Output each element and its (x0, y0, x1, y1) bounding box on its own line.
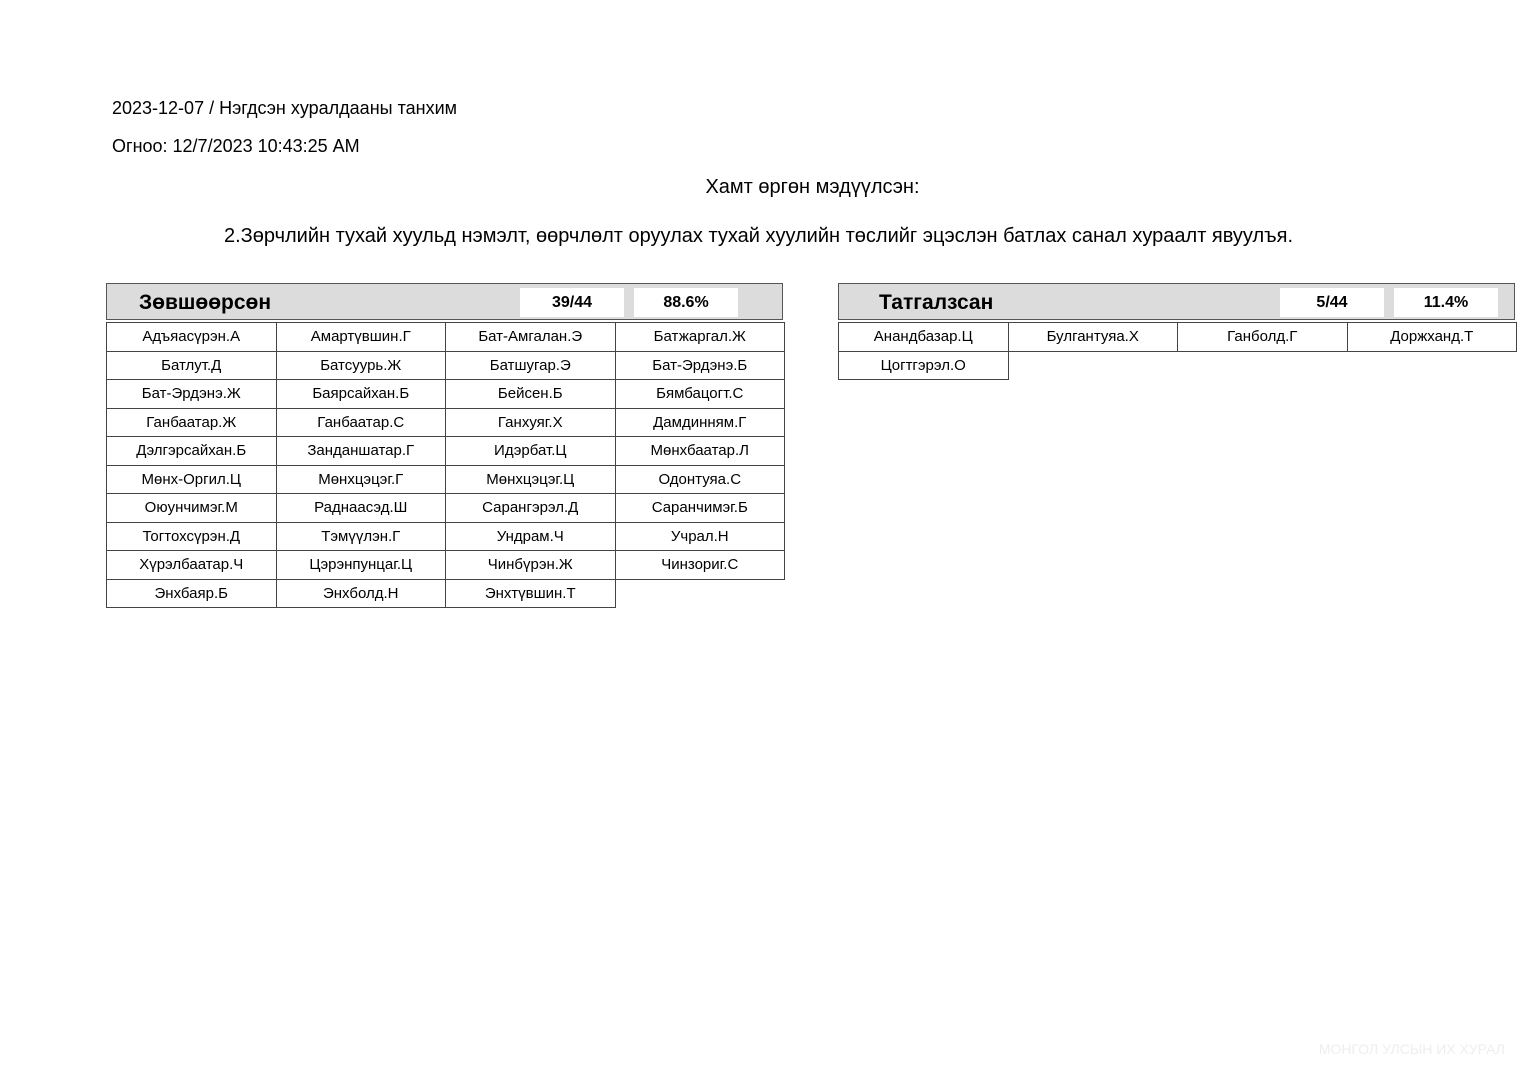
group-approved (106, 283, 784, 607)
member-name-cell: Дэлгэрсайхан.Б (106, 436, 277, 466)
session-date: Огноо: 12/7/2023 10:43:25 AM (112, 136, 360, 156)
member-name-cell: Ганбаатар.С (276, 408, 447, 438)
member-name-cell: Энхбаяр.Б (106, 579, 277, 609)
member-name-cell: Хүрэлбаатар.Ч (106, 550, 277, 580)
member-name-cell: Занданшатар.Г (276, 436, 447, 466)
vote-question: 2.Зөрчлийн тухай хуульд нэмэлт, өөрчлөлт оруулах тухай хуулийн төслийг эцэслэн батлах санал хураалт явуулъя. (224, 225, 1294, 247)
member-name-cell: Сарангэрэл.Д (445, 493, 616, 523)
subtitle: Хамт өргөн мэдүүлсэн: (705, 176, 920, 198)
member-name-cell: Оюунчимэг.М (106, 493, 277, 523)
member-name-cell: Батлут.Д (106, 351, 277, 381)
group-header (838, 283, 1515, 320)
group-header (106, 283, 783, 320)
member-name-cell: Цэрэнпунцаг.Ц (276, 550, 447, 580)
member-name-cell: Бямбацогт.С (615, 379, 786, 409)
member-name-cell: Батжаргал.Ж (615, 322, 786, 352)
member-name-cell: Саранчимэг.Б (615, 493, 786, 523)
group-rejected (838, 283, 1516, 379)
member-name-cell: Доржханд.Т (1347, 322, 1518, 352)
member-name-cell: Мөнх-Оргил.Ц (106, 465, 277, 495)
member-name-cell: Идэрбат.Ц (445, 436, 616, 466)
member-name-cell: Батсуурь.Ж (276, 351, 447, 381)
member-name-cell: Бат-Амгалан.Э (445, 322, 616, 352)
member-name-cell: Ганбаатар.Ж (106, 408, 277, 438)
member-name-cell: Тэмүүлэн.Г (276, 522, 447, 552)
group-title: Зөвшөөрсөн (139, 291, 272, 314)
member-name-cell: Анандбазар.Ц (838, 322, 1009, 352)
member-name-cell: Энхтүвшин.Т (445, 579, 616, 609)
member-name-cell: Баярсайхан.Б (276, 379, 447, 409)
member-name-cell: Учрал.Н (615, 522, 786, 552)
member-name-cell: Ганболд.Г (1177, 322, 1348, 352)
member-name-cell: Раднаасэд.Ш (276, 493, 447, 523)
vote-count: 5/44 (1280, 288, 1384, 317)
name-grid (106, 322, 784, 607)
vote-count: 39/44 (520, 288, 624, 317)
member-name-cell: Батшугар.Э (445, 351, 616, 381)
vote-percent: 88.6% (634, 288, 738, 317)
member-name-cell: Одонтуяа.С (615, 465, 786, 495)
member-name-cell: Цогтгэрэл.О (838, 351, 1009, 381)
member-name-cell: Ганхуяг.Х (445, 408, 616, 438)
watermark: МОНГОЛ УЛСЫН ИХ ХУРАЛ (1318, 1041, 1505, 1057)
member-name-cell: Амартүвшин.Г (276, 322, 447, 352)
member-name-cell: Ундрам.Ч (445, 522, 616, 552)
member-name-cell: Мөнхцэцэг.Г (276, 465, 447, 495)
member-name-cell: Бат-Эрдэнэ.Ж (106, 379, 277, 409)
member-name-cell: Дамдинням.Г (615, 408, 786, 438)
member-name-cell: Чинзориг.С (615, 550, 786, 580)
vote-percent: 11.4% (1394, 288, 1498, 317)
member-name-cell: Чинбүрэн.Ж (445, 550, 616, 580)
session-title: 2023-12-07 / Нэгдсэн хуралдааны танхим (112, 98, 457, 118)
member-name-cell: Бат-Эрдэнэ.Б (615, 351, 786, 381)
member-name-cell: Булгантуяа.Х (1008, 322, 1179, 352)
member-name-cell: Мөнхбаатар.Л (615, 436, 786, 466)
member-name-cell: Энхболд.Н (276, 579, 447, 609)
member-name-cell: Адъяасүрэн.А (106, 322, 277, 352)
group-title: Татгалзсан (879, 291, 994, 314)
name-grid (838, 322, 1516, 379)
member-name-cell: Тогтохсүрэн.Д (106, 522, 277, 552)
member-name-cell: Бейсен.Б (445, 379, 616, 409)
member-name-cell: Мөнхцэцэг.Ц (445, 465, 616, 495)
